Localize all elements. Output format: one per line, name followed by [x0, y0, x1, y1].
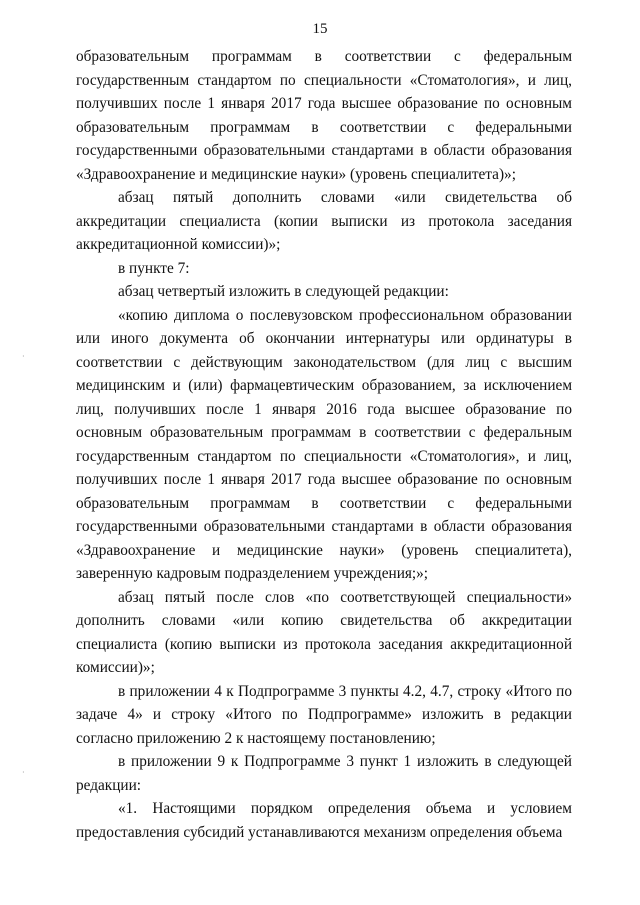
paragraph: в приложении 9 к Подпрограмме 3 пункт 1 изложить в следующей редакции:	[76, 753, 572, 794]
paragraph: в приложении 4 к Подпрограмме 3 пункты 4.2, 4.7, строку «Итого по задаче 4» и строку «Итого по Подпрограмме» изложить в редакции согласно приложению 2 к настоящему постановлению;	[76, 682, 572, 747]
paragraph: абзац пятый после слов «по соответствующей специальности» дополнить словами «или копию свидетельства об аккредитации специалиста (копию выписки из протокола заседания аккредитационной комиссии)»;	[76, 588, 572, 676]
page-number: 15	[312, 21, 328, 37]
document-body	[76, 45, 572, 844]
paragraph: абзац пятый дополнить словами «или свидетельства об аккредитации специалиста (копии выписки из протокола заседания аккредитационной комиссии)»;	[76, 189, 572, 253]
paragraph: абзац четвертый изложить в следующей редакции:	[118, 283, 449, 300]
paragraph: «1. Настоящими порядком определения объема и условием предоставления субсидий устанавливаются механизм определения объема	[76, 800, 572, 841]
paragraph: в пункте 7:	[118, 259, 190, 277]
paragraph: «копию диплома о послевузовском профессиональном образовании или иного документа об окончании интернатуры или ординатуры в соответствии с действующим законодательством (для лиц с высшим медицинским и (или) фармацевтическим образованием, за исключением лиц, получивших после 1 января 2016 года высшее образование по основным образовательным программам в соответствии с федеральным государственным стандартом по специальности «Стоматология», и лиц, получивших после 1 января 2017 года высшее образование по основным образовательным программам в соответствии с федеральными государственными образовательными стандартами в области образования «Здравоохранение и медицинские науки» (уровень специалитета), заверенную кадровым подразделением учреждения;»;	[76, 306, 572, 582]
paragraph: образовательным программам в соответствии с федеральным государственным стандартом по специальности «Стоматология», и лиц, получивших после 1 января 2017 года высшее образование по основным образовательным программам в соответствии с федеральными государственными образовательными стандартами в области образования «Здравоохранение и медицинские науки» (уровень специалитета)»;	[76, 48, 572, 183]
margin-dot: ·	[22, 352, 25, 361]
margin-dot: ·	[22, 768, 25, 777]
